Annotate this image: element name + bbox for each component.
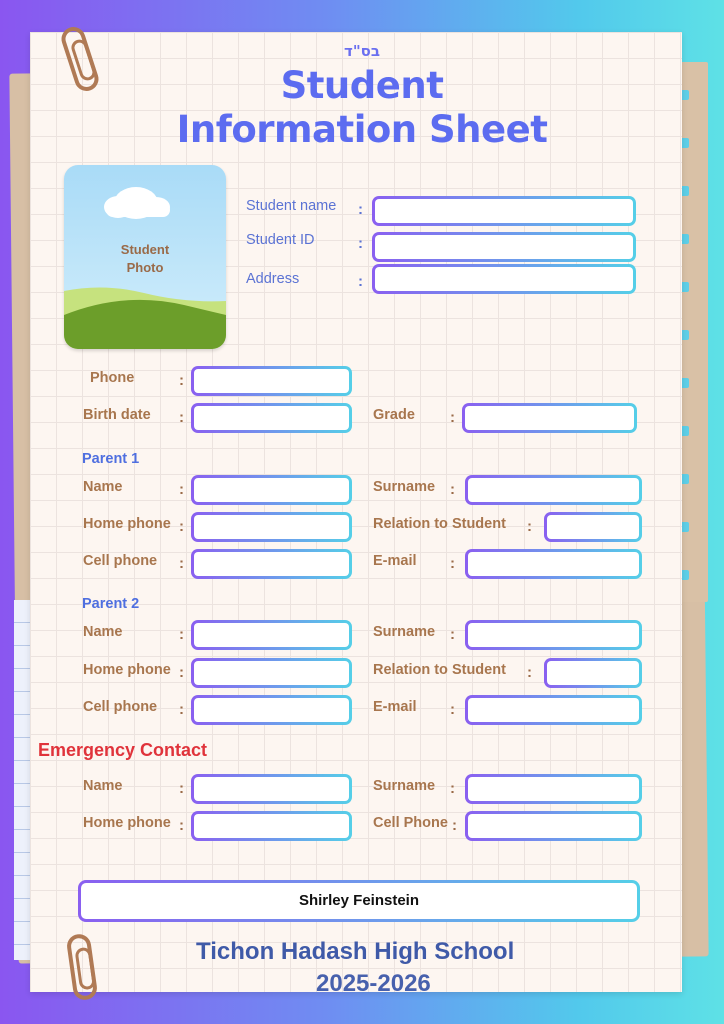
emergency-cell-field[interactable]: [465, 811, 642, 841]
birth-date-field[interactable]: [191, 403, 352, 433]
birth-date-label: Birth date: [83, 407, 151, 423]
photo-label: Student Photo: [120, 242, 170, 275]
student-id-field[interactable]: [372, 232, 636, 262]
phone-field[interactable]: [191, 366, 352, 396]
parent1-cell-field[interactable]: [191, 549, 352, 579]
colon: :: [179, 372, 184, 389]
parent1-relation-field[interactable]: [544, 512, 642, 542]
parent1-home-phone-field[interactable]: [191, 512, 352, 542]
colon: :: [450, 481, 455, 498]
colon: :: [179, 555, 184, 572]
phone-label: Phone: [90, 370, 135, 386]
emergency-home-phone-label: Home phone: [83, 815, 171, 831]
emergency-home-phone-field[interactable]: [191, 811, 352, 841]
parent2-relation-label: Relation to Student: [373, 662, 506, 678]
colon: :: [179, 817, 184, 834]
parent1-name-field[interactable]: [191, 475, 352, 505]
parent1-surname-label: Surname: [373, 479, 436, 495]
parent2-cell-label: Cell phone: [83, 699, 158, 715]
parent1-relation-label: Relation to Student: [373, 516, 506, 532]
page-title-line1: Student: [280, 64, 444, 107]
colon: :: [179, 626, 184, 643]
emergency-surname-field[interactable]: [465, 774, 642, 804]
colon: :: [179, 701, 184, 718]
emergency-name-field[interactable]: [191, 774, 352, 804]
emergency-surname-label: Surname: [373, 778, 436, 794]
grade-label: Grade: [373, 407, 415, 423]
colon: :: [179, 664, 184, 681]
parent2-email-field[interactable]: [465, 695, 642, 725]
parent2-home-phone-field[interactable]: [191, 658, 352, 688]
colon: :: [450, 780, 455, 797]
colon: :: [527, 664, 532, 681]
colon: :: [450, 701, 455, 718]
parent1-surname-field[interactable]: [465, 475, 642, 505]
colon: :: [358, 235, 363, 252]
colon: :: [358, 273, 363, 290]
grade-field[interactable]: [462, 403, 637, 433]
colon: :: [179, 481, 184, 498]
colon: :: [450, 626, 455, 643]
colon: :: [179, 518, 184, 535]
parent2-surname-label: Surname: [373, 624, 436, 640]
student-name-field[interactable]: [372, 196, 636, 226]
parent1-email-label: E-mail: [373, 553, 417, 569]
parent2-heading: Parent 2: [82, 596, 140, 612]
page-title-line2: Information Sheet: [176, 108, 548, 151]
colon: :: [179, 409, 184, 426]
student-id-label: Student ID: [246, 232, 315, 248]
parent1-home-phone-label: Home phone: [83, 516, 171, 532]
colon: :: [452, 817, 457, 834]
parent2-relation-field[interactable]: [544, 658, 642, 688]
colon: :: [527, 518, 532, 535]
colon: :: [358, 201, 363, 218]
emergency-cell-label: Cell Phone: [373, 815, 448, 831]
parent2-name-label: Name: [83, 624, 123, 640]
colon: :: [179, 780, 184, 797]
school-year: 2025-2026: [316, 970, 431, 997]
student-photo-placeholder[interactable]: [64, 165, 226, 349]
colon: :: [450, 555, 455, 572]
address-field[interactable]: [372, 264, 636, 294]
school-name: Tichon Hadash High School: [196, 938, 515, 965]
parent1-email-field[interactable]: [465, 549, 642, 579]
parent2-email-label: E-mail: [373, 699, 417, 715]
emergency-name-label: Name: [83, 778, 123, 794]
teacher-name-box: Shirley Feinstein: [78, 880, 640, 922]
parent1-cell-label: Cell phone: [83, 553, 158, 569]
parent1-heading: Parent 1: [82, 451, 140, 467]
bsd-header: בס"ד: [344, 42, 380, 60]
address-label: Address: [246, 271, 300, 287]
parent2-home-phone-label: Home phone: [83, 662, 171, 678]
parent1-name-label: Name: [83, 479, 123, 495]
colon: :: [450, 409, 455, 426]
parent2-surname-field[interactable]: [465, 620, 642, 650]
student-name-label: Student name: [246, 198, 337, 214]
parent2-cell-field[interactable]: [191, 695, 352, 725]
parent2-name-field[interactable]: [191, 620, 352, 650]
emergency-contact-heading: Emergency Contact: [38, 740, 208, 760]
